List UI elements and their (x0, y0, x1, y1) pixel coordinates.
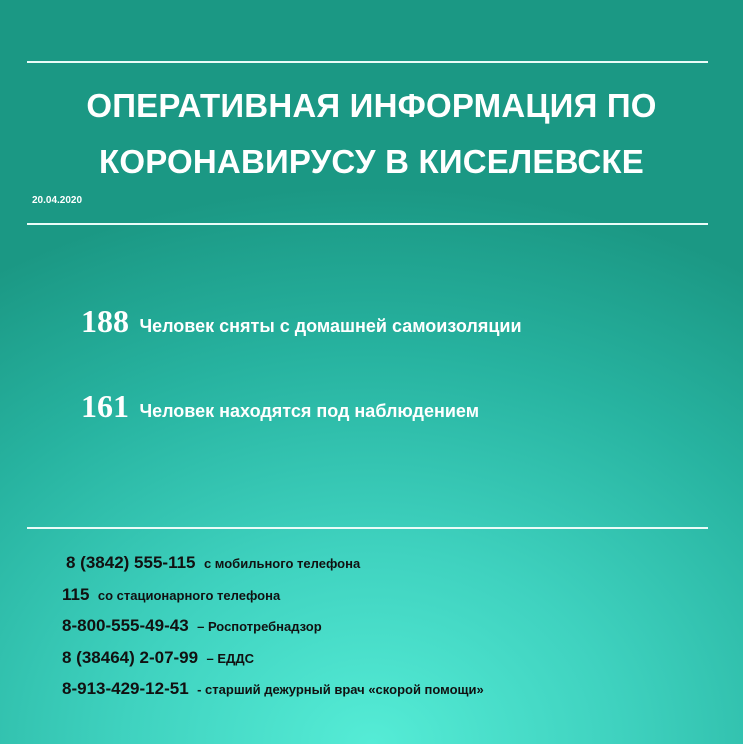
stat-observed-value: 161 (81, 388, 129, 424)
poster-title (0, 78, 743, 190)
contact-rospotrebnadzor (62, 616, 484, 648)
contact-rospotrebnadzor-label: – Роспотребнадзор (197, 619, 322, 634)
contact-doctor (62, 679, 484, 711)
contact-mobile-phone: 8 (3842) 555-115 (66, 553, 196, 572)
contact-mobile (62, 553, 484, 585)
bottom-divider (27, 527, 708, 529)
report-date: 20.04.2020 (32, 195, 83, 206)
title-line-2: КОРОНАВИРУСУ В КИСЕЛЕВСКЕ (99, 143, 644, 180)
stat-released-value: 188 (81, 303, 129, 339)
top-divider (27, 61, 708, 63)
stat-observed-label: Человек находятся под наблюдением (139, 401, 480, 421)
stat-released-label: Человек сняты с домашней самоизоляции (139, 316, 522, 336)
stat-observed (81, 388, 479, 425)
title-line-1: ОПЕРАТИВНАЯ ИНФОРМАЦИЯ ПО (86, 87, 657, 124)
contact-landline-phone: 115 (62, 584, 90, 604)
contact-edds-label: – ЕДДС (206, 650, 254, 666)
stat-released (81, 303, 522, 340)
contact-landline-label: со стационарного телефона (97, 587, 281, 603)
contact-mobile-label: с мобильного телефона (203, 556, 361, 571)
contact-edds-phone: 8 (38464) 2-07-99 (62, 647, 199, 667)
contact-edds (62, 648, 484, 680)
contact-rospotrebnadzor-phone: 8-800-555-49-43 (62, 616, 189, 635)
contact-list (62, 553, 484, 711)
contact-doctor-phone: 8-913-429-12-51 (62, 679, 189, 698)
contact-doctor-label: - старший дежурный врач «скорой помощи» (197, 682, 484, 697)
middle-divider (27, 223, 708, 225)
contact-landline (62, 585, 484, 617)
